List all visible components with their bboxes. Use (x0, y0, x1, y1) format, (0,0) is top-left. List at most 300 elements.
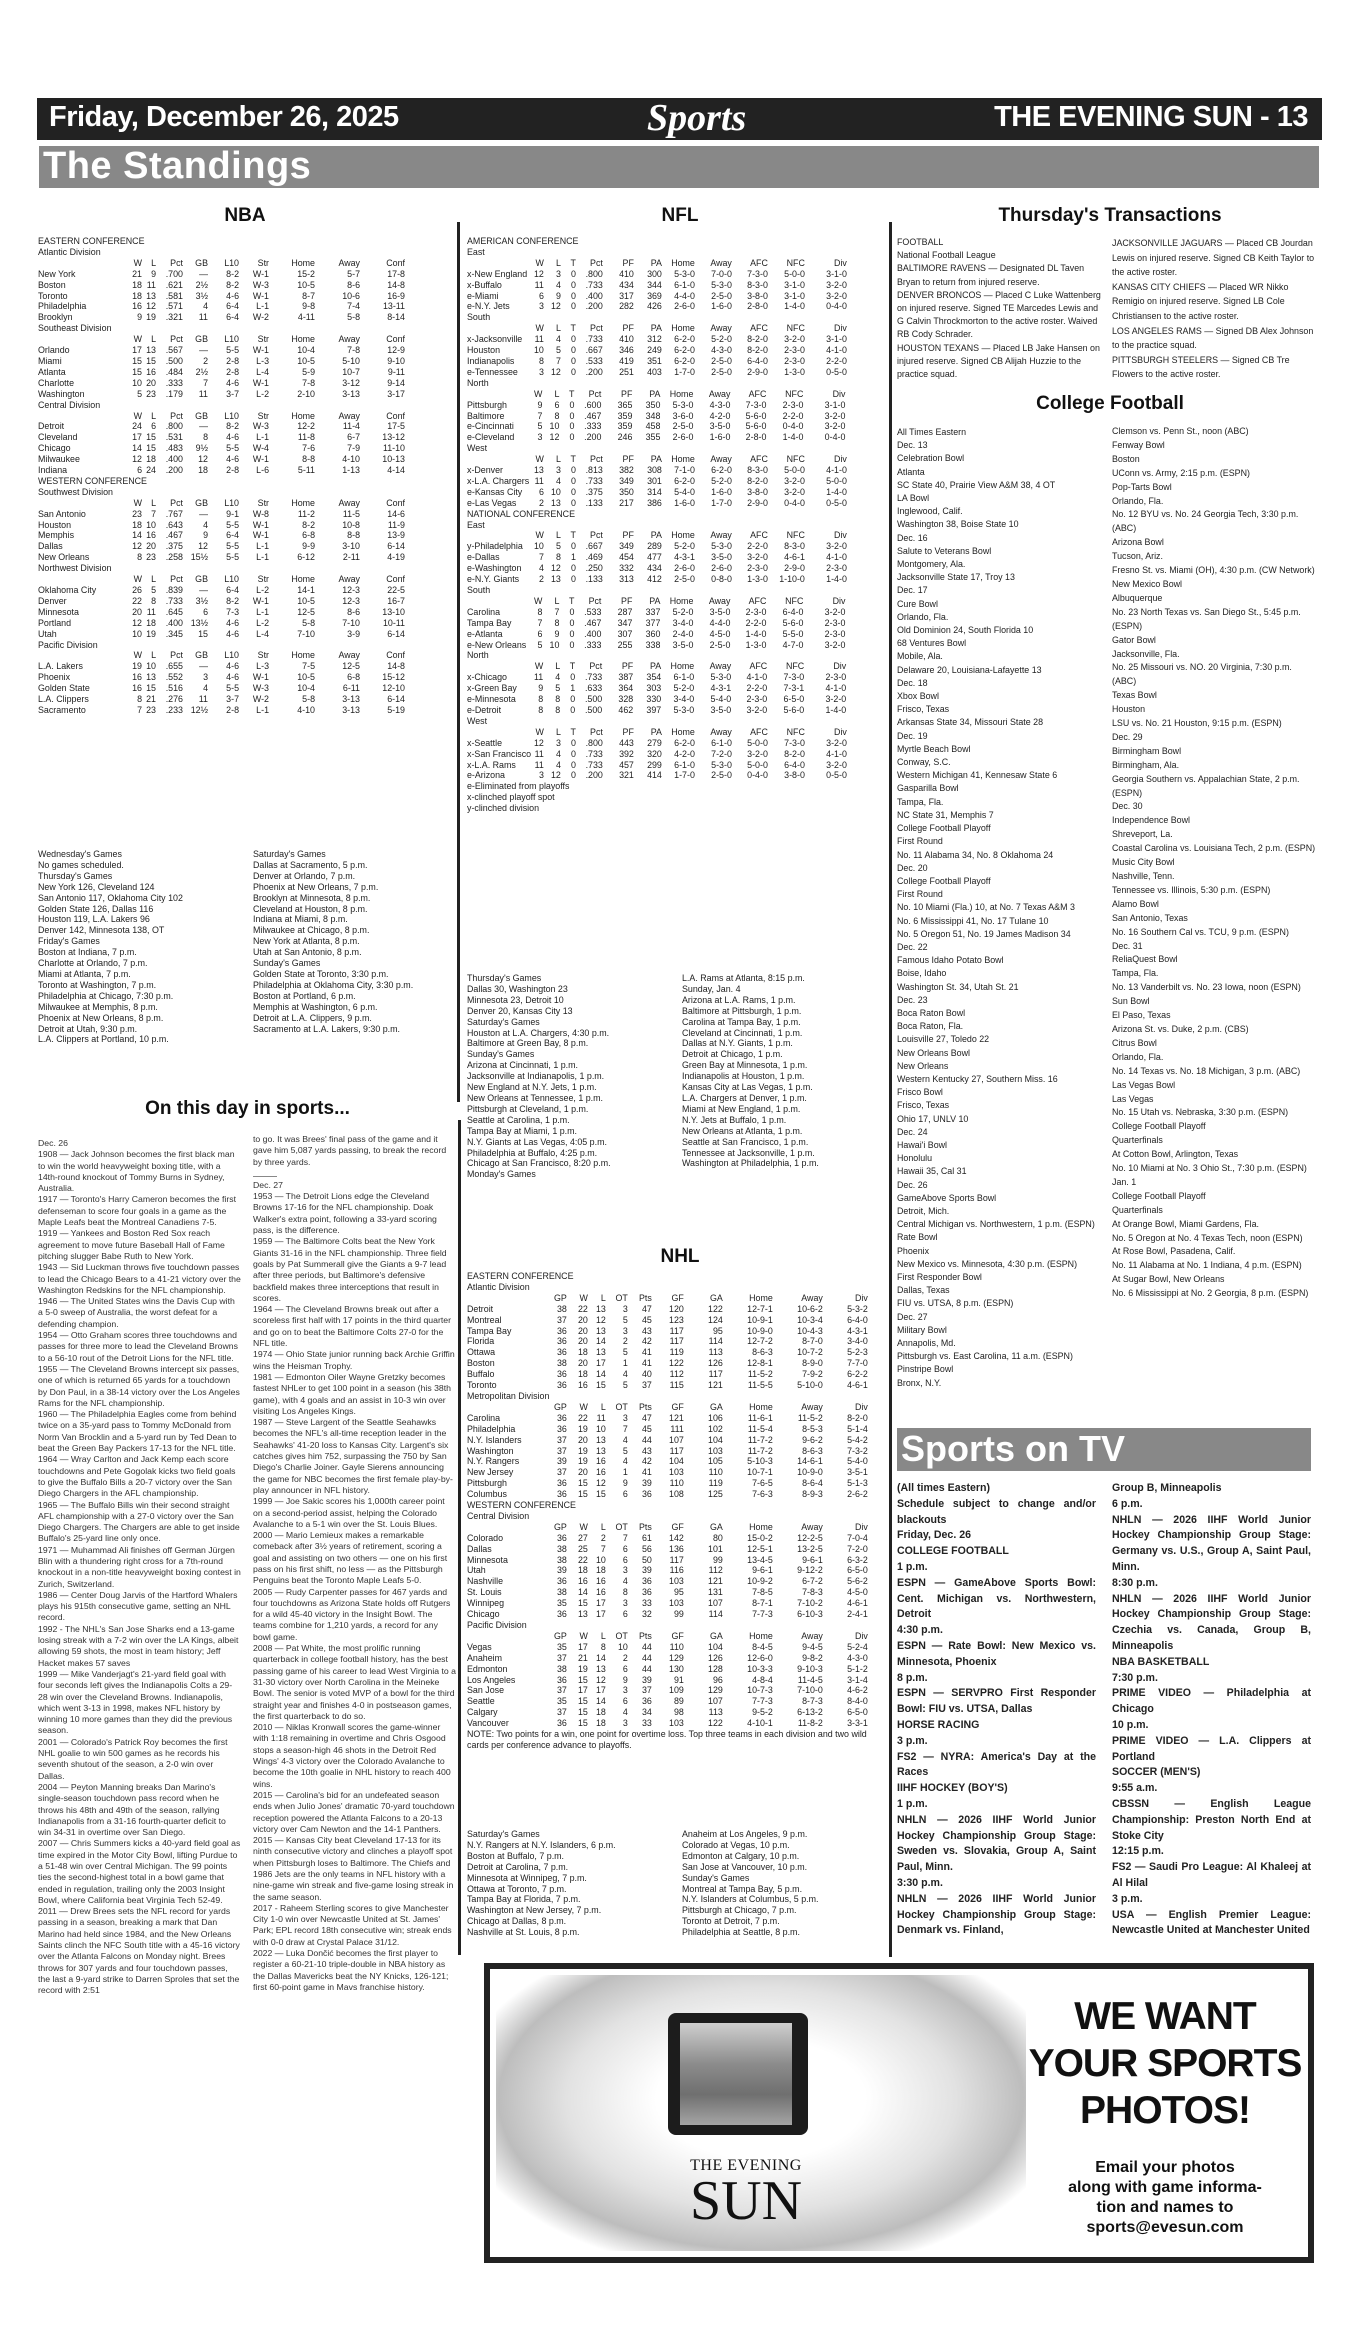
stat-cell: 5-0-0 (747, 737, 768, 748)
stat-cell: 7 (622, 1423, 628, 1434)
stat-cell: 4 (203, 519, 208, 530)
team-name: Los Angeles (467, 1674, 516, 1685)
column-header: L (151, 334, 156, 345)
stat-cell: 15 (146, 443, 156, 454)
division-label: Southeast Division (38, 323, 112, 334)
history-entry: 1999 — Mike Vanderjagt's 21-yard field goal with four seconds left gives the Indianapolis Colts a 29-28 win over the Cleveland Browns. Indianapolis, which went 3-13 in 1998, makes NFL history by winning 10 more games than they did the previous season. (38, 1668, 233, 1736)
stat-cell: 41 (641, 1358, 652, 1369)
stat-cell: 287 (617, 606, 633, 617)
stat-cell: .233 (165, 704, 183, 715)
column-header: GA (710, 1521, 723, 1532)
stat-cell: 10-4 (297, 683, 315, 694)
sports-photos-ad[interactable] (484, 1963, 1314, 2263)
stat-cell: 5-6-0 (783, 704, 805, 715)
column-header: Conf (386, 410, 405, 421)
stat-cell: 19 (577, 1423, 588, 1434)
stat-cell: 6 (622, 1663, 628, 1674)
tv-listing-line: 3:30 p.m. (897, 1876, 943, 1889)
stat-cell: 2-8 (226, 355, 239, 366)
stat-cell: 317 (619, 290, 634, 301)
history-entry: 1974 — Ohio State junior running back Archie Griffin wins the Heisman Trophy. (253, 1349, 455, 1371)
phone-icon (668, 2013, 808, 2135)
column-header: NFC (786, 257, 805, 268)
team-name: Detroit (38, 421, 65, 432)
stat-cell: 5-3-0 (674, 268, 695, 279)
stat-cell: 18 (595, 1565, 606, 1576)
stat-cell: 6 (554, 399, 560, 410)
stat-cell: .667 (585, 345, 603, 356)
team-name: x-Seattle (467, 737, 503, 748)
schedule-line: Wednesday's Games (38, 849, 122, 859)
stat-cell: .483 (165, 443, 183, 454)
stat-cell: 14 (595, 1369, 606, 1380)
stat-cell: 7-3-2 (847, 1445, 868, 1456)
conference-label: NATIONAL CONFERENCE (467, 508, 575, 519)
team-row (467, 1380, 868, 1391)
tv-listing-line: 4:30 p.m. (897, 1624, 943, 1637)
column-header: GP (554, 1521, 567, 1532)
college-line: Citrus Bowl (1112, 1037, 1157, 1048)
column-header: GB (195, 410, 208, 421)
team-name: Boston (38, 279, 66, 290)
stat-cell: 8-2-0 (747, 475, 768, 486)
schedule-line: Kansas City at Las Vegas, 1 p.m. (682, 1082, 813, 1093)
column-header: AFC (750, 323, 768, 334)
team-name: Golden State (38, 683, 90, 694)
stat-cell: 2-6-0 (674, 563, 695, 574)
stat-cell: — (199, 585, 208, 595)
column-header: W (534, 661, 544, 672)
team-name: e-Arizona (467, 770, 505, 781)
stat-cell: 18 (577, 1565, 588, 1576)
stat-cell: 5-5 (226, 345, 239, 356)
team-row (467, 1478, 868, 1489)
stat-cell: 359 (617, 410, 633, 421)
stat-cell: 7 (203, 377, 208, 388)
schedule-line: No games scheduled. (38, 859, 124, 870)
stat-cell: 10 (617, 1641, 628, 1652)
stat-cell: 2-8 (226, 366, 239, 377)
stat-cell: 11 (198, 694, 208, 705)
team-name: Dallas (467, 1543, 492, 1554)
nba-games-right (253, 849, 453, 1034)
stat-cell: 13 (595, 1434, 606, 1445)
team-name: N.Y. Rangers (467, 1456, 520, 1467)
college-line: Salute to Veterans Bowl (897, 545, 992, 556)
stat-cell: 9 (203, 530, 208, 541)
stat-cell: L-1 (256, 606, 269, 617)
column-header: PA (649, 595, 661, 606)
college-line: Honolulu (897, 1153, 933, 1164)
stat-cell: 15 (577, 1707, 588, 1718)
stat-cell: .600 (584, 399, 602, 410)
college-line: No. 5 Oregon 51, No. 19 James Madison 34 (897, 928, 1071, 939)
team-name: x-Denver (467, 465, 504, 476)
column-header: OT (615, 1630, 628, 1641)
tv-listing-line: 1 p.m. (897, 1560, 928, 1573)
stat-cell: 0 (570, 355, 576, 366)
column-header: Pct (170, 410, 183, 421)
column-header: L10 (224, 410, 239, 421)
team-row (467, 411, 845, 422)
stat-cell: 5-4-2 (847, 1434, 868, 1445)
stat-cell: 122 (708, 1718, 723, 1729)
team-name: Minnesota (38, 606, 79, 617)
college-line: Tucson, Ariz. (1112, 551, 1163, 562)
schedule-line: Toronto at Washington, 7 p.m. (38, 979, 157, 990)
stat-cell: 0-5-0 (826, 497, 847, 508)
stat-cell: 34 (641, 1707, 652, 1718)
standings-table (467, 1522, 868, 1620)
college-line: No. 11 Alabama 34, No. 8 Oklahoma 24 (897, 849, 1054, 860)
history-entry: 1943 — Sid Luckman throws five touchdown passes to lead the Chicago Bears to a 41-21 victory over the Washington Redskins for the NFL championship. (38, 1262, 241, 1295)
stat-cell: 131 (708, 1587, 723, 1598)
team-name: Utah (38, 628, 57, 639)
stat-cell: .333 (165, 377, 183, 388)
stat-cell: 4-2-0 (674, 748, 695, 759)
stat-cell: 5 (622, 1445, 628, 1456)
evening-sun-logo: THE EVENING SUN (689, 2157, 803, 2232)
stat-cell: 434 (647, 563, 662, 574)
schedule-line: Milwaukee at Chicago, 8 p.m. (253, 925, 370, 936)
team-row (38, 683, 405, 694)
schedule-line: Houston 119, L.A. Lakers 96 (38, 914, 150, 925)
stat-cell: 121 (708, 1380, 723, 1391)
stat-cell: .500 (165, 355, 183, 366)
stat-cell: 6 (537, 628, 543, 639)
stat-cell: 5-0-0 (784, 268, 805, 279)
stat-cell: .467 (165, 530, 183, 541)
stat-cell: 3 (622, 1598, 628, 1609)
stat-cell: .700 (165, 268, 183, 279)
column-header: Away (338, 497, 360, 508)
stat-cell: 0 (570, 497, 576, 508)
stat-cell: 4-6-1 (847, 1380, 868, 1391)
stat-cell: 382 (619, 465, 634, 476)
stat-cell: 4-2-0 (709, 410, 731, 421)
schedule-line: Minnesota at Winnipeg, 7 p.m. (467, 1872, 587, 1883)
stat-cell: 12-3 (342, 585, 360, 595)
stat-cell: 16 (146, 530, 156, 541)
college-line: Boise, Idaho (897, 968, 947, 979)
stat-cell: 17 (595, 1358, 606, 1369)
ad-headline-line: YOUR SPORTS (1028, 2042, 1302, 2085)
college-line: College Football Playoff (897, 875, 991, 886)
team-name: Pittsburgh (467, 399, 507, 410)
schedule-line: Chicago at Dallas, 8 p.m. (467, 1916, 567, 1927)
history-entry: 2010 — Niklas Kronwall scores the game-winner with 1:18 remaining in overtime and Chris Osgood stops a season-high 46 shots in the Detroit Red Wings' 4-3 victory over the Colorado Avalanche to become the 10th goalie in NHL history to reach 400 wins. (253, 1722, 451, 1789)
stat-cell: 2-2-0 (826, 355, 847, 366)
stat-cell: 12-2-5 (797, 1532, 823, 1543)
schedule-line: Sacramento at L.A. Lakers, 9:30 p.m. (253, 1023, 401, 1034)
column-header: AFC (750, 454, 768, 465)
college-line: Boston (1112, 453, 1140, 464)
stat-cell: 4-1-0 (826, 345, 847, 356)
column-header: Pct (170, 574, 183, 585)
stat-cell: .531 (165, 432, 183, 443)
stat-cell: .345 (165, 628, 183, 639)
stat-cell: 6-5-0 (847, 1707, 868, 1718)
stat-cell: 3-10 (342, 541, 360, 552)
column-header: Conf (386, 497, 405, 508)
stat-cell: 11-8 (297, 432, 315, 443)
stat-cell: 458 (645, 421, 661, 432)
stat-cell: .767 (165, 508, 183, 519)
stat-cell: 4-7-0 (782, 639, 804, 650)
stat-cell: 8-7 (302, 290, 315, 301)
division-label: East (467, 519, 485, 530)
stat-cell: 15 (577, 1489, 588, 1500)
history-entry: 1981 — Edmonton Oiler Wayne Gretzky becomes fastest NHLer to get 100 point in a season (his 38th game), with 4 goals and an assist in 10-3 win over visiting Los Angeles Kings. (253, 1371, 452, 1416)
stat-cell: 364 (618, 683, 634, 694)
division-label: Northwest Division (38, 563, 112, 574)
schedule-line: Baltimore at Pittsburgh, 1 p.m. (682, 1005, 802, 1016)
stat-cell: 12 (534, 268, 544, 279)
nhl-standings (467, 1271, 877, 1751)
college-line: Bronx, N.Y. (897, 1377, 942, 1388)
team-row (467, 432, 845, 443)
stat-cell: 16 (577, 1576, 588, 1587)
stat-cell: 7-5 (302, 661, 315, 672)
stat-cell: 10 (146, 661, 156, 672)
stat-cell: 9-8 (302, 301, 315, 312)
stat-cell: 1-6-0 (709, 432, 731, 443)
college-line: Myrtle Beach Bowl (897, 743, 971, 754)
stat-cell: 0 (570, 737, 576, 748)
team-name: Baltimore (467, 410, 505, 421)
stat-cell: 9-8-2 (802, 1652, 823, 1663)
team-name: Carolina (467, 606, 501, 617)
team-name: Indiana (38, 465, 68, 476)
column-header: Pts (639, 1292, 652, 1303)
stat-cell: L-6 (256, 465, 269, 476)
stat-cell: 36 (556, 1423, 567, 1434)
team-name: e-Dallas (467, 552, 500, 563)
stat-cell: 5-5 (226, 552, 239, 563)
stat-cell: 12-10 (382, 683, 405, 694)
stat-cell: 8-2 (226, 595, 239, 606)
column-header: PA (650, 530, 662, 541)
stat-cell: 2-5-0 (711, 366, 732, 377)
stat-cell: 2-9-0 (747, 497, 768, 508)
schedule-line: Ottawa at Toronto, 7 p.m. (467, 1883, 567, 1894)
stat-cell: 6-2-0 (674, 334, 695, 345)
stat-cell: 308 (647, 465, 662, 476)
schedule-line: Saturday's Games (467, 1016, 540, 1027)
tv-listing-line: HORSE RACING (897, 1718, 980, 1731)
stat-cell: 6-8 (347, 672, 360, 683)
stat-cell: 10-5 (297, 355, 315, 366)
stat-cell: 14-1 (297, 585, 315, 595)
stat-cell: .633 (584, 683, 603, 694)
stat-cell: 126 (708, 1358, 723, 1369)
stat-cell: 0 (570, 366, 576, 377)
college-line: ReliaQuest Bowl (1112, 954, 1178, 965)
stat-cell: 7 (537, 410, 543, 421)
college-line: Rate Bowl (897, 1232, 938, 1243)
tv-listing-line: ESPN — SERVPRO First Responder Bowl: FIU vs. UTSA, Dallas (897, 1687, 1096, 1716)
stat-cell: 12-9 (387, 345, 405, 356)
team-name: x-Buffalo (467, 279, 502, 290)
stat-cell: 8 (555, 552, 561, 563)
stat-cell: 8-8 (347, 530, 360, 541)
stat-cell: 15 (577, 1696, 588, 1707)
team-name: Pittsburgh (467, 1478, 507, 1489)
stat-cell: 4-5-0 (709, 628, 731, 639)
transaction-line: LOS ANGELES RAMS — Signed DB Alex Johnson to the practice squad. (1112, 325, 1314, 351)
stat-cell: 103 (669, 1467, 684, 1478)
history-entry: 1955 — The Cleveland Browns intercept six passes, one of which is returned 65 yards for a touchdown by Don Paul, in a 38-14 victory over the Los Angeles Rams for the NFL championship. (38, 1363, 240, 1408)
schedule-line: Sunday's Games (467, 1049, 535, 1060)
stat-cell: 2-6-0 (674, 301, 695, 312)
stat-cell: 7 (137, 704, 142, 715)
stat-cell: 454 (619, 552, 634, 563)
stat-cell: 4-6 (226, 377, 239, 388)
stat-cell: 16 (146, 366, 156, 377)
stat-cell: 1-7-0 (674, 366, 695, 377)
stat-cell: 10-11 (382, 617, 405, 628)
schedule-line: Seattle at San Francisco, 1 p.m. (682, 1136, 809, 1147)
stat-cell: 477 (647, 552, 662, 563)
nhl-title: NHL (660, 1246, 700, 1267)
stat-cell: 0 (570, 759, 576, 770)
stat-cell: 15 (132, 355, 142, 366)
stat-cell: 6-14 (387, 541, 405, 552)
college-line: NC State 31, Memphis 7 (897, 809, 994, 820)
stat-cell: 14 (132, 530, 142, 541)
stat-cell: .133 (585, 497, 603, 508)
stat-cell: 4-6 (226, 454, 239, 465)
stat-cell: 21 (132, 268, 142, 279)
stat-cell: 136 (669, 1543, 684, 1554)
stat-cell: 3-2-0 (826, 279, 847, 290)
stat-cell: .467 (584, 410, 602, 421)
stat-cell: 16-7 (387, 595, 405, 606)
column-header: Div (833, 661, 847, 672)
stat-cell: 95 (712, 1325, 723, 1336)
team-row (467, 421, 845, 432)
stat-cell: 38 (556, 1543, 567, 1554)
stat-cell: 117 (708, 1369, 723, 1380)
team-name: New Jersey (467, 1467, 514, 1478)
stat-cell: 110 (708, 1467, 723, 1478)
stat-cell: 426 (647, 301, 662, 312)
stat-cell: 0 (570, 541, 576, 552)
transactions-title: Thursday's Transactions (998, 205, 1222, 226)
team-name: Toronto (467, 1380, 497, 1391)
stat-cell: 4 (555, 279, 561, 290)
stat-cell: 3-2-0 (826, 737, 847, 748)
stat-cell: 44 (641, 1641, 652, 1652)
standings-table (467, 661, 846, 716)
stat-cell: 116 (669, 1565, 684, 1576)
blank-cell (38, 411, 128, 422)
schedule-line: Baltimore at Green Bay, 8 p.m. (467, 1038, 589, 1049)
stat-cell: 37 (641, 1380, 652, 1391)
standings-table (38, 334, 405, 399)
stat-cell: 328 (618, 694, 634, 705)
college-line: New Mexico Bowl (1112, 578, 1183, 589)
stat-cell: 387 (618, 672, 634, 683)
college-line: Georgia Southern vs. Appalachian State, 2 p.m. (ESPN) (1112, 773, 1300, 798)
college-line: Las Vegas (1112, 1093, 1154, 1104)
column-header: Pct (590, 530, 603, 541)
stat-cell: 2-6-0 (672, 432, 694, 443)
stat-cell: 36 (641, 1489, 652, 1500)
transactions-right (1112, 236, 1317, 382)
team-row (467, 541, 847, 552)
stat-cell: 4-10 (342, 454, 360, 465)
stat-cell: .179 (165, 388, 183, 399)
stat-cell: 2-3-0 (746, 694, 768, 705)
college-line: Gasparilla Bowl (897, 783, 959, 794)
stat-cell: 3-13 (342, 694, 360, 705)
schedule-line: L.A. Rams at Atlanta, 8:15 p.m. (682, 973, 805, 983)
stat-cell: 3-5-0 (672, 639, 694, 650)
stat-cell: 3-2-0 (826, 541, 847, 552)
division-label: Atlantic Division (38, 246, 101, 257)
stat-cell: 2-2-0 (745, 617, 767, 628)
stat-cell: 7-3-0 (745, 399, 767, 410)
column-header: Away (710, 323, 732, 334)
stat-cell: 2-8 (226, 704, 239, 715)
standings-table (38, 650, 405, 715)
team-row (467, 563, 847, 574)
stat-cell: 8-9-0 (802, 1358, 823, 1369)
college-title: College Football (1036, 393, 1184, 414)
transaction-line: HOUSTON TEXANS — Placed LB Jake Hansen on injured reserve. Signed CB Alijah Huzzie to the practice squad. (897, 342, 1100, 380)
stat-cell: 5-6-0 (782, 617, 804, 628)
stat-cell: 5-2-0 (711, 334, 732, 345)
college-line: No. 16 Southern Cal vs. TCU, 9 p.m. (ESPN) (1112, 926, 1289, 937)
stat-cell: 1-6-0 (711, 301, 732, 312)
stat-cell: 0 (569, 628, 575, 639)
column-header: AFC (749, 661, 768, 672)
column-header: NFC (786, 454, 805, 465)
stat-cell: .800 (585, 268, 603, 279)
stat-cell: 7-8 (347, 345, 360, 356)
column-header: GB (195, 497, 208, 508)
schedule-line: Miami at New England, 1 p.m. (682, 1103, 801, 1114)
stat-cell: 6 (622, 1609, 628, 1620)
stat-cell: 6-13-2 (797, 1707, 823, 1718)
stat-cell: 3½ (195, 595, 208, 606)
stat-cell: 5 (622, 1380, 628, 1391)
stat-cell: 6 (622, 1696, 628, 1707)
stat-cell: 23 (146, 552, 156, 563)
header-row (467, 258, 847, 269)
stat-cell: W-8 (252, 508, 269, 519)
stat-cell: 16 (132, 672, 142, 683)
history-entry: 2007 — Chris Summers kicks a 40-yard field goal as time expired in the Motor City Bowl, lifting Purdue to a 51-48 win over Central Michigan. The 99 points ties the second-highest total in a bowl game that ended in regulation, trailing only the 2003 Insight Bowl, where California beat Virginia Tech 52-49. (38, 1838, 241, 1905)
stat-cell: 3-12 (342, 377, 360, 388)
stat-cell: 5-0-0 (784, 465, 805, 476)
team-name: San Antonio (38, 508, 86, 519)
team-row (38, 269, 405, 280)
stat-cell: 2-9-0 (784, 563, 805, 574)
tv-listing-line: CBSSN — English League Championship: Preston North End at Stoke City (1112, 1797, 1311, 1842)
college-line: New Orleans (897, 1060, 949, 1071)
column-header: Pct (590, 257, 603, 268)
column-header: W (579, 1292, 588, 1303)
column-header: NFC (786, 323, 805, 334)
column-header: W (534, 388, 543, 399)
college-line: Quarterfinals (1112, 1135, 1163, 1146)
college-line: Delaware 20, Louisiana-Lafayette 13 (897, 664, 1042, 675)
column-header: L (600, 1401, 606, 1412)
history-entry: 1999 — Joe Sakic scores his 1,000th career point on a second-period assist, helping the Colorado Avalanche to a 5-1 win over the St. Louis Blues. (253, 1496, 445, 1529)
schedule-line: Miami at Atlanta, 7 p.m. (38, 968, 131, 979)
